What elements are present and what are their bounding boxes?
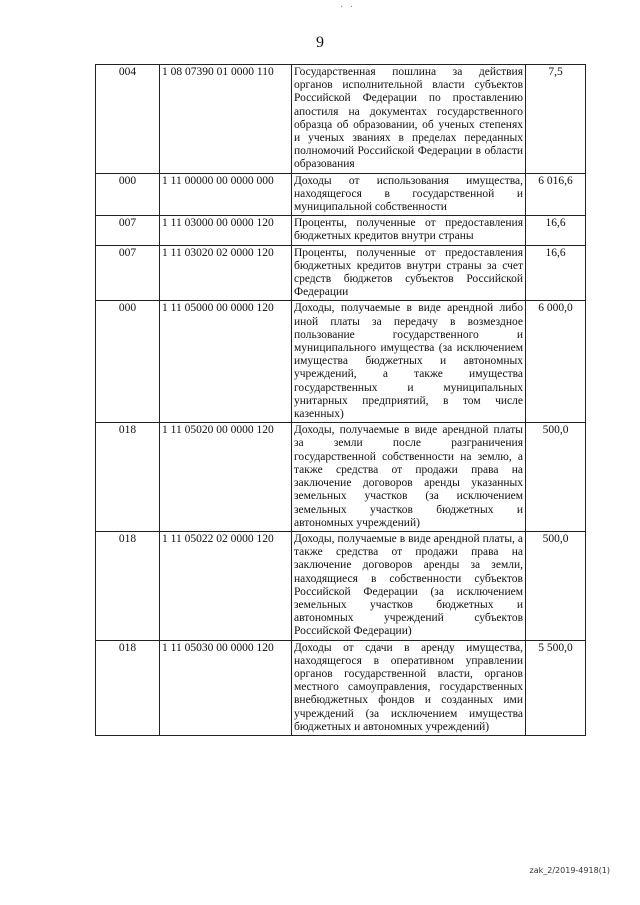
amount-cell: 16,6 [526, 216, 586, 245]
amount-cell: 16,6 [526, 245, 586, 301]
amount-cell: 7,5 [526, 65, 586, 174]
admin-code-cell: 000 [96, 173, 160, 216]
revenue-name-cell: Проценты, полученные от предоставления бюджетных кредитов внутри страны [292, 216, 526, 245]
table-row [96, 245, 586, 301]
admin-code-cell: 000 [96, 301, 160, 423]
budget-code-cell: 1 11 05000 00 0000 120 [160, 301, 292, 423]
amount-cell: 6 000,0 [526, 301, 586, 423]
scan-mark: · · [340, 2, 356, 13]
revenue-name-cell: Доходы, получаемые в виде арендной платы, а также средства от продажи права на заключение договоров аренды за земли, находящиеся в собственности субъектов Российской Федерации (за исключением земельных участков бюджетных и автономных учреждений субъектов Российской Федерации) [292, 531, 526, 640]
revenue-name-cell: Доходы, получаемые в виде арендной платы за земли после разграничения государственной собственности на землю, а также средства от продажи права на заключение договоров аренды указанных земельных участков (за исключением земельных участков бюджетных и автономных учреждений) [292, 423, 526, 532]
admin-code-cell: 018 [96, 423, 160, 532]
revenue-table [95, 64, 586, 736]
budget-code-cell: 1 11 05022 02 0000 120 [160, 531, 292, 640]
revenue-name-cell: Доходы от сдачи в аренду имущества, находящегося в оперативном управлении органов государственной власти, органов местного самоуправления, государственных внебюджетных фондов и созданных ими учреждений (за исключением имущества бюджетных и автономных учреждений) [292, 640, 526, 735]
document-reference: zak_2/2019-4918(1) [529, 866, 610, 875]
table-row [96, 531, 586, 640]
table-row [96, 216, 586, 245]
revenue-name-cell: Доходы, получаемые в виде арендной либо иной платы за передачу в возмездное пользование государственного и муниципального имущества (за исключением имущества бюджетных и автономных учреждений, а также имущества государственных и муниципальных унитарных предприятий, в том числе казенных) [292, 301, 526, 423]
admin-code-cell: 004 [96, 65, 160, 174]
admin-code-cell: 018 [96, 640, 160, 735]
admin-code-cell: 007 [96, 245, 160, 301]
amount-cell: 5 500,0 [526, 640, 586, 735]
revenue-name-cell: Проценты, полученные от предоставления бюджетных кредитов внутри страны за счет средств бюджетов субъектов Российской Федерации [292, 245, 526, 301]
table-row [96, 65, 586, 174]
revenue-name-cell: Доходы от использования имущества, находящегося в государственной и муниципальной собственности [292, 173, 526, 216]
budget-code-cell: 1 11 05030 00 0000 120 [160, 640, 292, 735]
table-row [96, 423, 586, 532]
admin-code-cell: 007 [96, 216, 160, 245]
amount-cell: 500,0 [526, 531, 586, 640]
table-row [96, 173, 586, 216]
page-number: 9 [316, 34, 324, 51]
budget-code-cell: 1 11 03000 00 0000 120 [160, 216, 292, 245]
budget-code-cell: 1 11 05020 00 0000 120 [160, 423, 292, 532]
admin-code-cell: 018 [96, 531, 160, 640]
table-row [96, 640, 586, 735]
table-row [96, 301, 586, 423]
amount-cell: 500,0 [526, 423, 586, 532]
budget-code-cell: 1 08 07390 01 0000 110 [160, 65, 292, 174]
budget-code-cell: 1 11 00000 00 0000 000 [160, 173, 292, 216]
amount-cell: 6 016,6 [526, 173, 586, 216]
revenue-name-cell: Государственная пошлина за действия органов исполнительной власти субъектов Российской Федерации по проставлению апостиля на документах государственного образца об образовании, об ученых степенях и ученых званиях в пределах переданных полномочий Российской Федерации в области образования [292, 65, 526, 174]
budget-code-cell: 1 11 03020 02 0000 120 [160, 245, 292, 301]
